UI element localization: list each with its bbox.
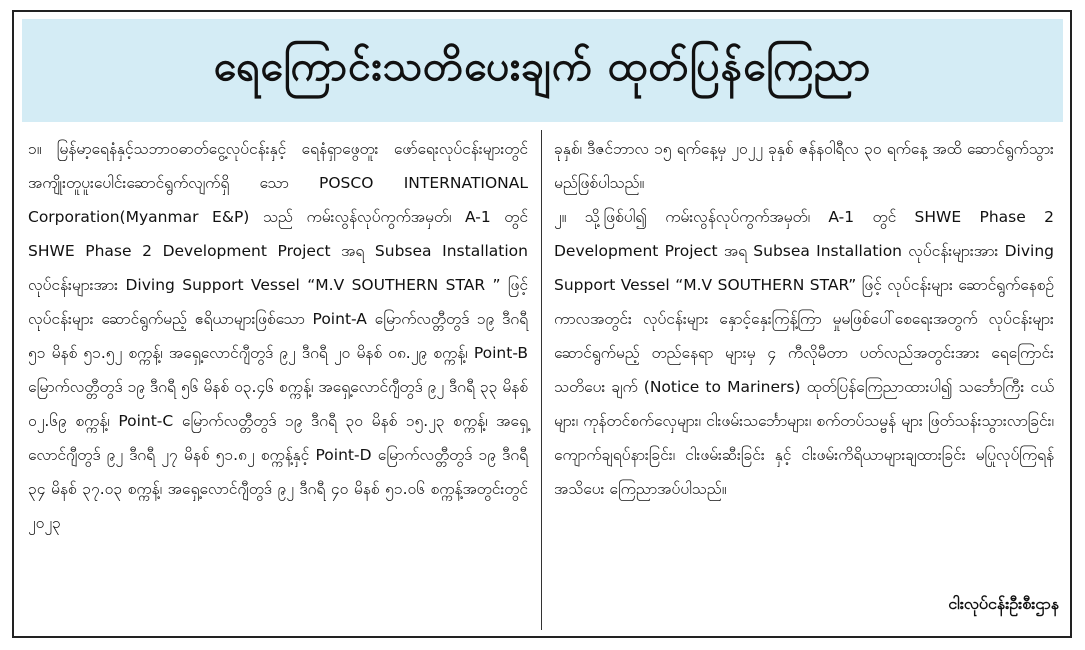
paragraph-1-continued: ခုနှစ်၊ ဒီဇင်ဘာလ ၁၅ ရက်နေ့မှ ၂၀၂၂ ခုနှစ် ဇန်နဝါရီလ ၃၀ ရက်နေ့ အထိ ဆောင်ရွက်သွားမည်ဖြစ်ပါသည်။ bbox=[554, 140, 1054, 192]
left-column bbox=[28, 132, 528, 540]
column-divider bbox=[541, 130, 542, 630]
issuer-signature: ငါးလုပ်ငန်းဦးစီးဌာန bbox=[948, 594, 1059, 613]
right-column bbox=[554, 132, 1054, 506]
paragraph-1: ၁။ မြန်မာ့ရေနံနှင့်သဘာဝဓာတ်ငွေ့လုပ်ငန်းနှင့် ရေနံရှာဖွေတူး ဖော်ရေးလုပ်ငန်းများတွင် အကျိုးတူပူးပေါင်းဆောင်ရွက်လျက်ရှိ သော POSCO INTERNATIONAL Corporation(Myanmar E&P) သည် ကမ်းလွန်လုပ်ကွက်အမှတ်၊ A-1 တွင် SHWE Phase 2 Development Project အရ Subsea Installation လုပ်ငန်းများအား Diving Support Vessel “M.V SOUTHERN STAR ” ဖြင့် လုပ်ငန်းများ ဆောင်ရွက်မည့် ဧရိယာများဖြစ်သော Point-A မြောက်လတ္တီတွဒ် ၁၉ ဒီဂရီ ၅၁ မိနစ် ၅၁.၅၂ စက္ကန့်၊ အရှေ့လောင်ဂျီတွဒ် ၉၂ ဒီဂရီ ၂၀ မိနစ် ၀၈.၂၉ စက္ကန့်၊ Point-B မြောက်လတ္တီတွဒ် ၁၉ ဒီဂရီ ၅၆ မိနစ် ၀၃.၄၆ စက္ကန့်၊ အရှေ့လောင်ဂျီတွဒ် ၉၂ ဒီဂရီ ၃၃ မိနစ် ၀၂.၆၉ စက္ကန့်၊ Point-C မြောက်လတ္တီတွဒ် ၁၉ ဒီဂရီ ၃၀ မိနစ် ၁၅.၂၃ စက္ကန့်၊ အရှေ့လောင်ဂျီတွဒ် ၉၂ ဒီဂရီ ၂၇ မိနစ် ၅၁.၈၂ စက္ကန့်နှင့် Point-D မြောက်လတ္တီတွဒ် ၁၉ ဒီဂရီ ၃၄ မိနစ် ၃၇.၀၃ စက္ကန့်၊ အရှေ့လောင်ဂျီတွဒ် ၉၂ ဒီဂရီ ၄၀ မိနစ် ၅၁.၀၆ စက္ကန့်အတွင်းတွင် ၂၀၂၃ bbox=[28, 140, 528, 532]
title-banner bbox=[22, 19, 1063, 122]
notice-title: ရေကြောင်းသတိပေးချက် ထုတ်ပြန်ကြေညာ bbox=[213, 41, 872, 90]
paragraph-2: ၂။ သို့ဖြစ်ပါ၍ ကမ်းလွန်လုပ်ကွက်အမှတ်၊ A-1 တွင် SHWE Phase 2 Development Project အရ Subsea Installation လုပ်ငန်းများအား Diving Support Vessel “M.V SOUTHERN STAR” ဖြင့် လုပ်ငန်းများ ဆောင်ရွက်နေစဉ်ကာလအတွင်း လုပ်ငန်းများ နှောင့်နှေးကြန့်ကြာ မှုမဖြစ်ပေါ်စေရေးအတွက် လုပ်ငန်းများ ဆောင်ရွက်မည့် တည်နေရာ များမှ ၄ ကီလိုမီတာ ပတ်လည်အတွင်းအား ရေကြောင်းသတိပေး ချက် (Notice to Mariners) ထုတ်ပြန်ကြေညာထားပါ၍ သင်္ဘောကြီး ငယ်များ၊ ကုန်တင်စက်လှေများ၊ ငါးဖမ်းသင်္ဘောများ၊ စက်တပ်သမ္ဗန် များ ဖြတ်သန်းသွားလာခြင်း၊ ကျောက်ချရပ်နားခြင်း၊ ငါးဖမ်းဆီးခြင်း နှင့် ငါးဖမ်းကိရိယာများချထားခြင်း မပြုလုပ်ကြရန် အသိပေး ကြေညာအပ်ပါသည်။ bbox=[554, 208, 1054, 498]
